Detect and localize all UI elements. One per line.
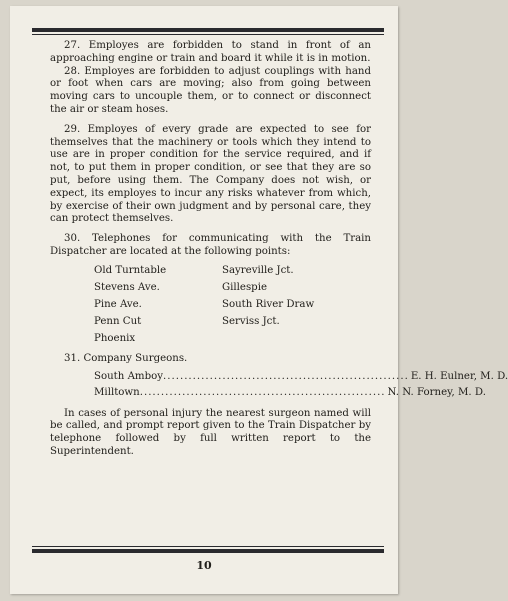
station-item: South River Draw (222, 298, 315, 310)
surgeon-name: E. H. Eulner, M. D. (410, 370, 508, 382)
surgeon-name: N. N. Forney, M. D. (387, 386, 486, 398)
closing-paragraph: In cases of personal injury the nearest surgeon named will be called, and prompt report given to the Train Dispatcher by telephone followed by full written report to the Superintendent. (50, 407, 371, 457)
rule-30: 30. Telephones for communicating with the Train Dispatcher are located at the following points: (50, 233, 371, 257)
surgeon-place: South Amboy (94, 370, 163, 382)
station-item: Sayreville Jct. (222, 264, 294, 276)
telephone-stations-list (94, 263, 371, 346)
leader-dots: .......................................................... (139, 386, 386, 398)
station-item: Gillespie (222, 281, 267, 293)
station-item: Penn Cut (94, 315, 142, 327)
rule-31-heading: 31. Company Surgeons. (64, 352, 188, 364)
station-item: Stevens Ave. (94, 281, 160, 293)
page-number: 10 (196, 559, 212, 572)
rule-29: 29. Employes of every grade are expected to see for themselves that the machinery or tools which they intend to use are in proper condition for the service required, and if not, to put them in proper condition, or see that they are so put, before using them. The Company does not wish, or expect, its employes to incur any risks whatever from which, by exercise of their own judgment and by personal care, they can protect themselves. (50, 123, 371, 225)
bottom-rule-thick (32, 549, 384, 553)
book-page (10, 6, 508, 594)
rule-27: 27. Employes are forbidden to stand in front of an approaching engine or train and board it while it is in motion. (50, 40, 371, 64)
station-item: Serviss Jct. (222, 315, 280, 327)
station-item: Pine Ave. (94, 298, 142, 310)
station-item: Old Turntable (94, 264, 167, 276)
bottom-rule-thin (32, 546, 384, 547)
page-content (50, 40, 508, 459)
station-item: Phoenix (94, 332, 136, 344)
surgeons-list (94, 369, 508, 401)
rule-28: 28. Employes are forbidden to adjust couplings with hand or foot when cars are moving; also from going between moving cars to uncouple them, or to connect or disconnect the air or steam hoses. (50, 65, 371, 115)
surgeon-place: Milltown (94, 386, 140, 398)
surgeon-row (94, 369, 508, 385)
surgeon-row (94, 385, 486, 401)
leader-dots: .......................................................... (163, 370, 409, 382)
top-rule-thick (32, 28, 384, 32)
top-rule-thin (32, 34, 384, 35)
